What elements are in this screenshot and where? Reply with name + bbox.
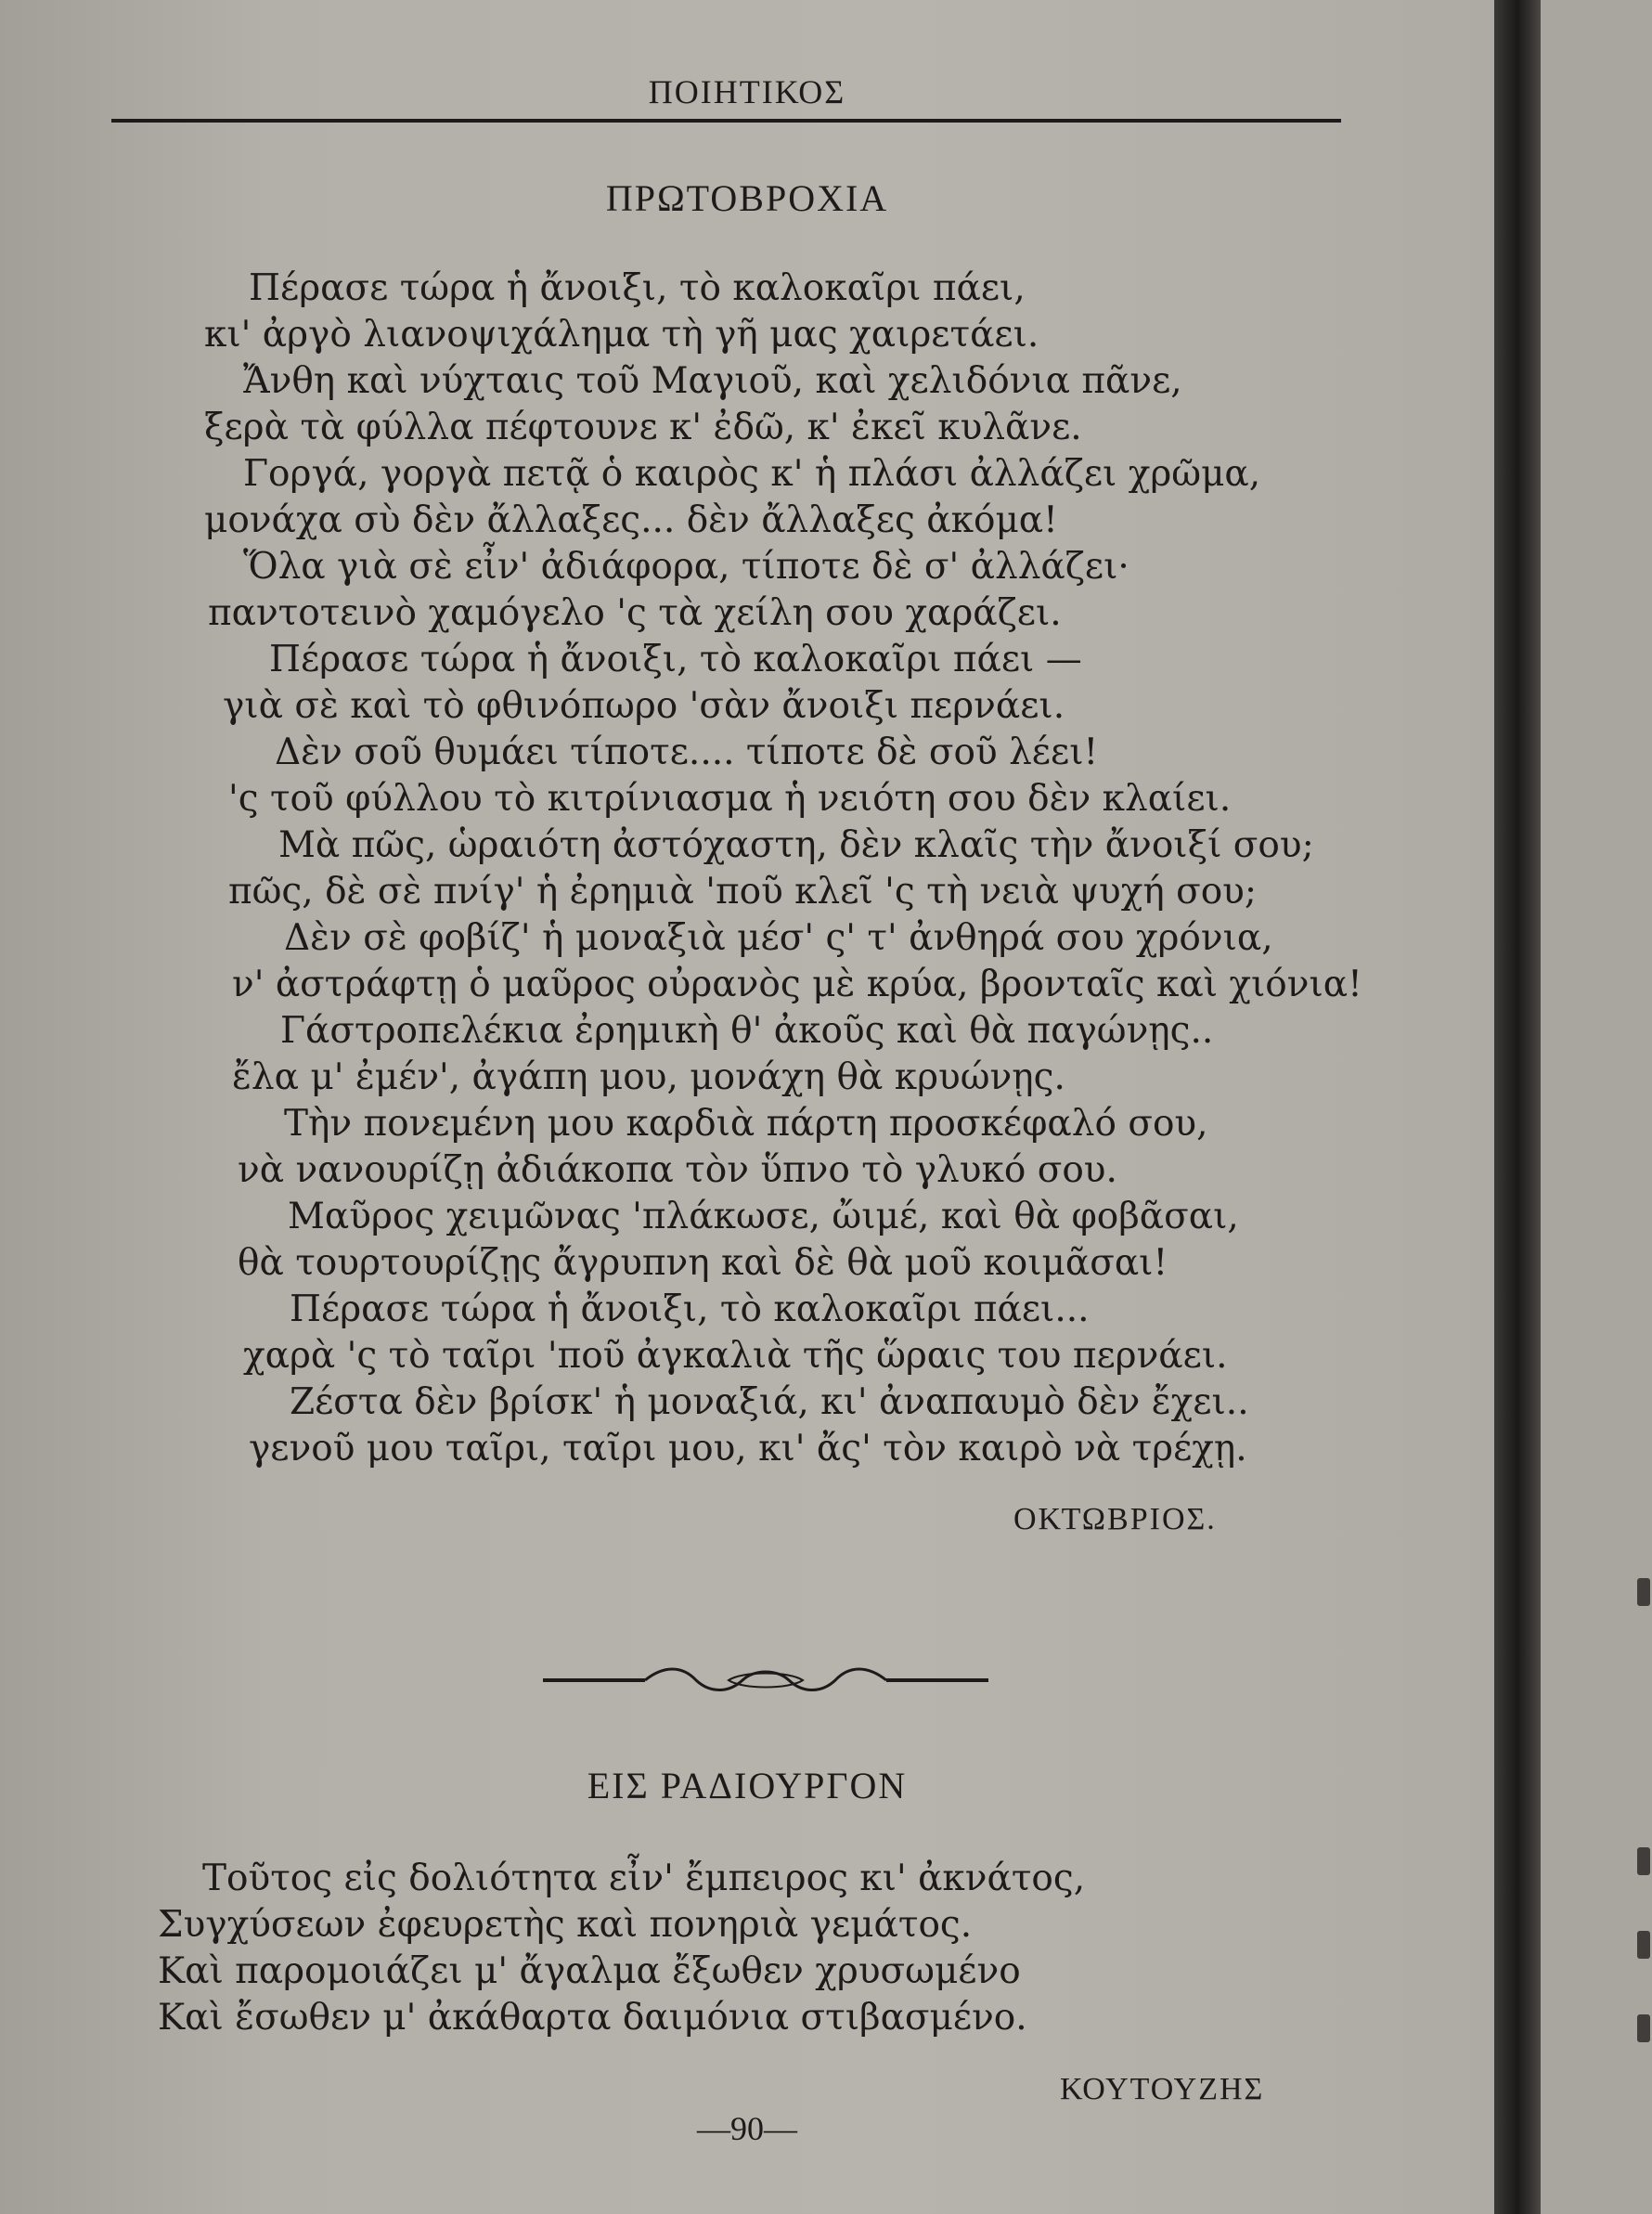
facing-page-text-fragment (1637, 1847, 1650, 1875)
poem-title: ΕΙΣ ΡΑΔΙΟΥΡΓΟΝ (587, 1765, 908, 1806)
facing-page-text-fragment (1637, 1578, 1650, 1606)
poem-line: ν' ἀστράφτῃ ὁ μαῦρος οὐρανὸς μὲ κρύα, βρονταῖς καὶ χιόνια! (232, 964, 1362, 1005)
poem-line: νὰ νανουρίζῃ ἀδιάκοπα τὸν ὕπνο τὸ γλυκό σου. (238, 1149, 1117, 1191)
facing-page-text-fragment (1637, 2014, 1650, 2042)
poem-line: Δὲν σὲ φοβίζ' ἡ μοναξιὰ μέσ' ς' τ' ἀνθηρά σου χρόνια, (284, 917, 1273, 959)
poem-line: κι' ἀργὸ λιανοψιχάλημα τὴ γῆ μας χαιρετάει. (204, 314, 1039, 356)
poem-line: Ἄνθη καὶ νύχταις τοῦ Μαγιοῦ, καὶ χελιδόνια πᾶνε, (243, 360, 1182, 402)
book-gutter (1494, 0, 1541, 2214)
poem-line: Δὲν σοῦ θυμάει τίποτε.... τίποτε δὲ σοῦ λέει! (275, 732, 1099, 773)
poem-line: παντοτεινὸ χαμόγελο 'ς τὰ χείλη σου χαράζει. (208, 592, 1062, 634)
poem-line: Καὶ παρομοιάζει μ' ἄγαλμα ἔξωθεν χρυσωμένο (158, 1950, 1021, 1992)
poem-line: Πέρασε τώρα ἡ ἄνοιξι, τὸ καλοκαῖρι πάει... (290, 1288, 1090, 1330)
poem-line: Γάστροπελέκια ἐρημικὴ θ' ἀκοῦς καὶ θὰ παγώνῃς.. (280, 1010, 1214, 1052)
running-head: ΠΟΙΗΤΙΚΟΣ (648, 73, 846, 110)
poem-line: μονάχα σὺ δὲν ἄλλαξες... δὲν ἄλλαξες ἀκόμα! (204, 499, 1058, 541)
poem-line: ξερὰ τὰ φύλλα πέφτουνε κ' ἐδῶ, κ' ἐκεῖ κυλᾶνε. (204, 407, 1082, 448)
poem-line: γενοῦ μου ταῖρι, ταῖρι μου, κι' ἄς' τὸν καιρὸ νὰ τρέχῃ. (249, 1428, 1247, 1470)
ornament-divider (543, 1662, 988, 1699)
poem-line: γιὰ σὲ καὶ τὸ φθινόπωρο 'σὰν ἄνοιξι περνάει. (223, 685, 1065, 727)
poem-line: Γοργά, γοργὰ πετᾷ ὁ καιρὸς κ' ἡ πλάσι ἀλλάζει χρῶμα, (243, 453, 1261, 495)
poem-signature: ΚΟΥΤΟΥΖΗΣ (1060, 2072, 1265, 2106)
poem-line: ἔλα μ' ἐμέν', ἀγάπη μου, μονάχη θὰ κρυώνῃς. (232, 1056, 1065, 1098)
poem-line: Μαῦρος χειμῶνας 'πλάκωσε, ὤιμέ, καὶ θὰ φοβᾶσαι, (288, 1196, 1239, 1237)
poem-line: θὰ τουρτουρίζῃς ἄγρυπνη καὶ δὲ θὰ μοῦ κοιμᾶσαι! (238, 1242, 1168, 1284)
poem-signature: ΟΚΤΩΒΡΙΟΣ. (1013, 1502, 1217, 1536)
facing-page-edge (1541, 0, 1652, 2214)
poem-line: Συγχύσεων ἐφευρετὴς καὶ πονηριὰ γεμάτος. (158, 1904, 973, 1946)
poem-line: Μὰ πῶς, ὡραιότη ἀστόχαστη, δὲν κλαῖς τὴν ἄνοιξί σου; (278, 824, 1314, 866)
poem-line: Τὴν πονεμένη μου καρδιὰ πάρτη προσκέφαλό σου, (284, 1103, 1208, 1145)
poem-line: Καὶ ἔσωθεν μ' ἀκάθαρτα δαιμόνια στιβασμένο. (158, 1997, 1027, 2039)
poem-line: 'ς τοῦ φύλλου τὸ κιτρίνιασμα ἡ νειότη σου δὲν κλαίει. (228, 778, 1232, 820)
header-rule (111, 119, 1341, 123)
poem-line: πῶς, δὲ σὲ πνίγ' ἡ ἐρημιὰ 'ποῦ κλεῖ 'ς τὴ νειὰ ψυχή σου; (228, 871, 1258, 913)
page-number: —90— (697, 2110, 797, 2147)
poem-line: Ὅλα γιὰ σὲ εἶν' ἀδιάφορα, τίποτε δὲ σ' ἀλλάζει· (243, 546, 1129, 588)
poem-line: Πέρασε τώρα ἡ ἄνοιξι, τὸ καλοκαῖρι πάει, (249, 267, 1026, 309)
poem-line: Τοῦτος εἰς δολιότητα εἶν' ἔμπειρος κι' ἀκνάτος, (202, 1858, 1086, 1899)
poem-line: Ζέστα δὲν βρίσκ' ἡ μοναξιά, κι' ἀναπαυμὸ δὲν ἔχει.. (290, 1381, 1249, 1423)
poem-line: Πέρασε τώρα ἡ ἄνοιξι, τὸ καλοκαῖρι πάει — (269, 639, 1082, 680)
facing-page-text-fragment (1637, 1931, 1650, 1959)
poem-title: ΠΡΩΤΟΒΡΟΧΙΑ (605, 177, 889, 219)
poem-line: χαρὰ 'ς τὸ ταῖρι 'ποῦ ἀγκαλιὰ τῆς ὥραις του περνάει. (243, 1335, 1228, 1377)
